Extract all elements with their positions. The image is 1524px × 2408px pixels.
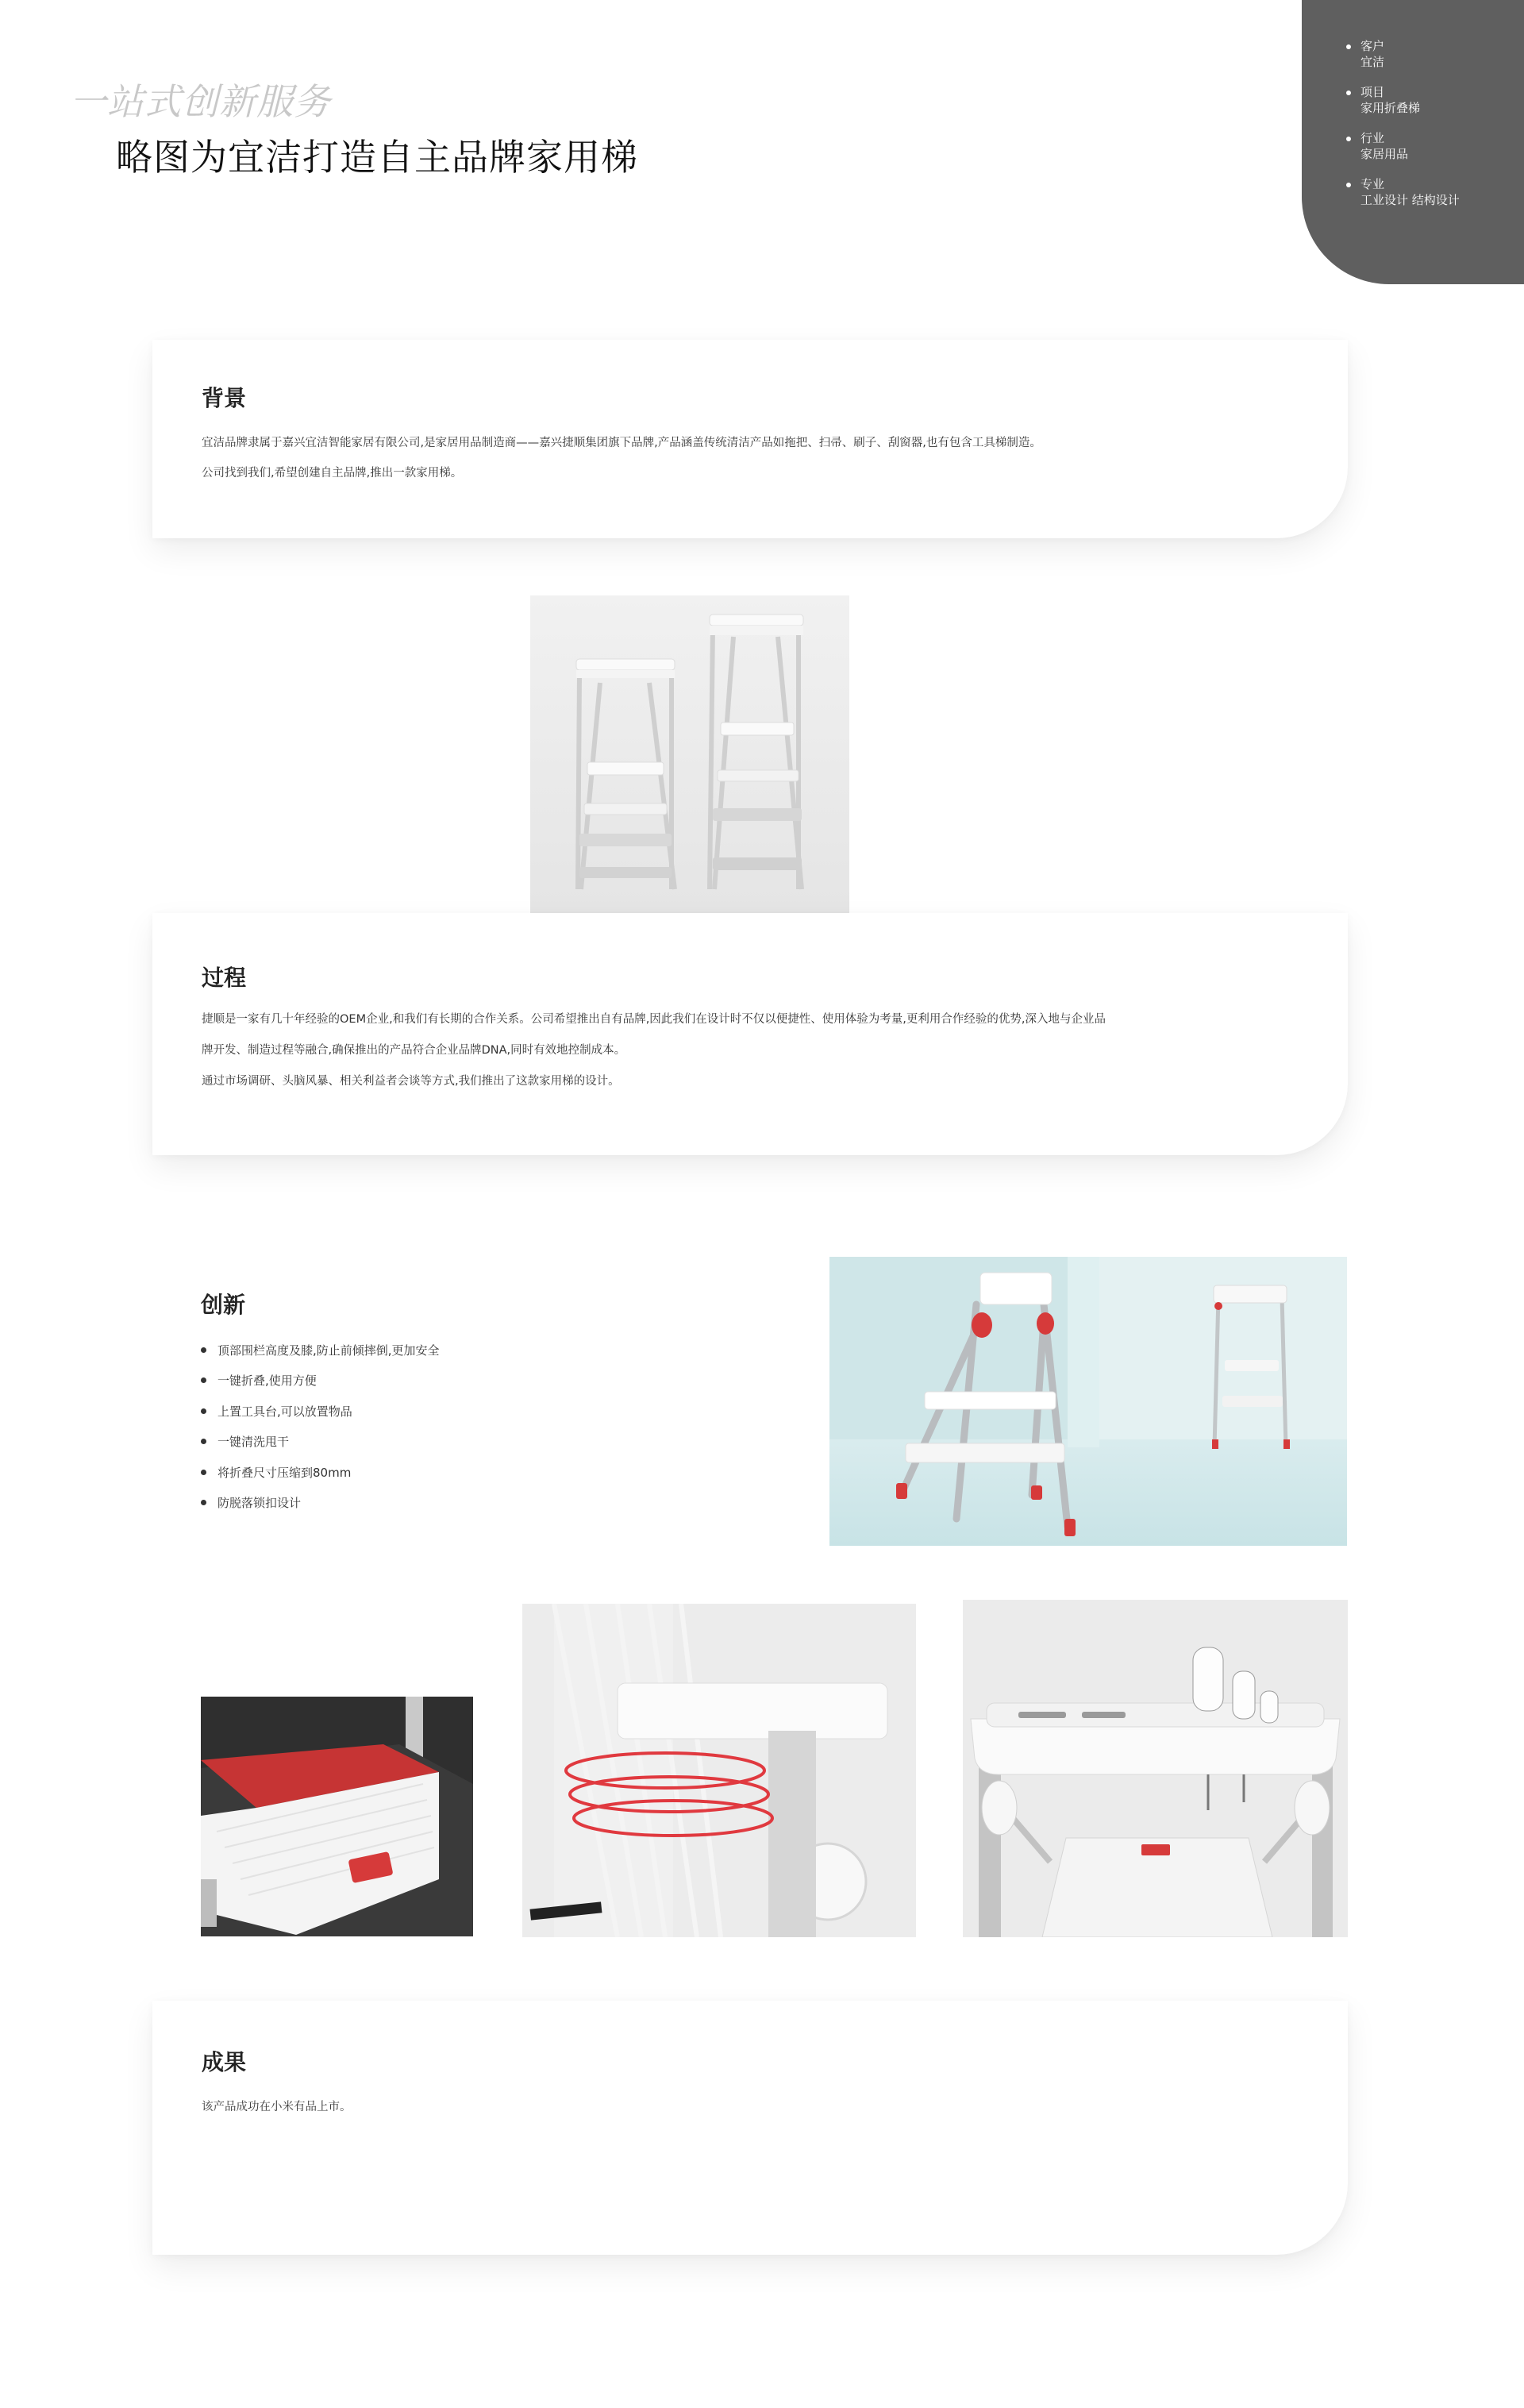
innovation-item: 上置工具台,可以放置物品 <box>201 1403 352 1420</box>
info-value: 家居用品 <box>1360 147 1409 161</box>
process-text-line: 捷顺是一家有几十年经验的OEM企业,和我们有长期的合作关系。公司希望推出自有品牌,因此我们在设计时不仅以便捷性、使用体验为考量,更利用合作经验的优势,深入地与企业品 <box>202 1013 1106 1026</box>
process-text-line: 牌开发、制造过程等融合,确保推出的产品符合企业品牌DNA,同时有效地控制成本。 <box>202 1044 626 1057</box>
bullet-icon <box>201 1347 206 1353</box>
result-text-line: 该产品成功在小米有品上市。 <box>202 2101 352 2113</box>
result-title: 成果 <box>202 2049 247 2075</box>
result-card <box>152 2001 1348 2255</box>
info-label: 行业 <box>1360 131 1385 145</box>
bullet-icon <box>1346 91 1351 95</box>
innovation-title: 创新 <box>201 1292 246 1318</box>
innovation-item: 一键清洗甩干 <box>201 1433 289 1450</box>
detail-photo-fold <box>522 1604 916 1937</box>
info-value: 工业设计 结构设计 <box>1360 193 1460 207</box>
bullet-icon <box>201 1408 206 1414</box>
process-card <box>152 913 1348 1155</box>
background-card <box>152 340 1348 538</box>
bullet-icon <box>201 1439 206 1444</box>
bullet-icon <box>1346 137 1351 141</box>
page-title: 略图为宜洁打造自主品牌家用梯 <box>116 136 638 179</box>
info-item-project <box>1346 84 1524 116</box>
innovation-item: 一键折叠,使用方便 <box>201 1372 317 1389</box>
bullet-icon <box>201 1500 206 1505</box>
product-photo-scene <box>829 1257 1347 1546</box>
info-value: 宜洁 <box>1360 55 1385 69</box>
info-label: 项目 <box>1360 85 1385 99</box>
info-item-discipline <box>1346 176 1524 208</box>
info-label: 客户 <box>1360 39 1385 53</box>
background-text-line: 宜洁品牌隶属于嘉兴宜洁智能家居有限公司,是家居用品制造商——嘉兴捷顺集团旗下品牌,产品涵盖传统清洁产品如拖把、扫帚、刷子、刮窗器,也有包含工具梯制造。 <box>202 437 1041 449</box>
info-item-client <box>1346 38 1524 70</box>
project-info-panel <box>1302 0 1524 284</box>
page-subtitle: 一站式创新服务 <box>70 80 331 123</box>
background-text-line: 公司找到我们,希望创建自主品牌,推出一款家用梯。 <box>202 467 463 480</box>
innovation-item: 将折叠尺寸压缩到80mm <box>201 1464 351 1481</box>
background-title: 背景 <box>202 385 247 411</box>
bullet-icon <box>1346 44 1351 49</box>
bullet-icon <box>1346 183 1351 187</box>
innovation-item: 防脱落锁扣设计 <box>201 1494 301 1511</box>
innovation-item: 顶部围栏高度及膝,防止前倾摔倒,更加安全 <box>201 1342 440 1358</box>
bullet-icon <box>201 1377 206 1383</box>
process-text-line: 通过市场调研、头脑风暴、相关利益者会谈等方式,我们推出了这款家用梯的设计。 <box>202 1075 620 1088</box>
detail-photo-tool-tray <box>963 1600 1348 1937</box>
process-title: 过程 <box>202 965 247 991</box>
info-value: 家用折叠梯 <box>1360 101 1421 115</box>
detail-photo-step <box>201 1697 473 1936</box>
info-item-industry <box>1346 130 1524 162</box>
bullet-icon <box>201 1470 206 1475</box>
product-photo-two-ladders <box>530 595 849 930</box>
info-label: 专业 <box>1360 177 1385 191</box>
